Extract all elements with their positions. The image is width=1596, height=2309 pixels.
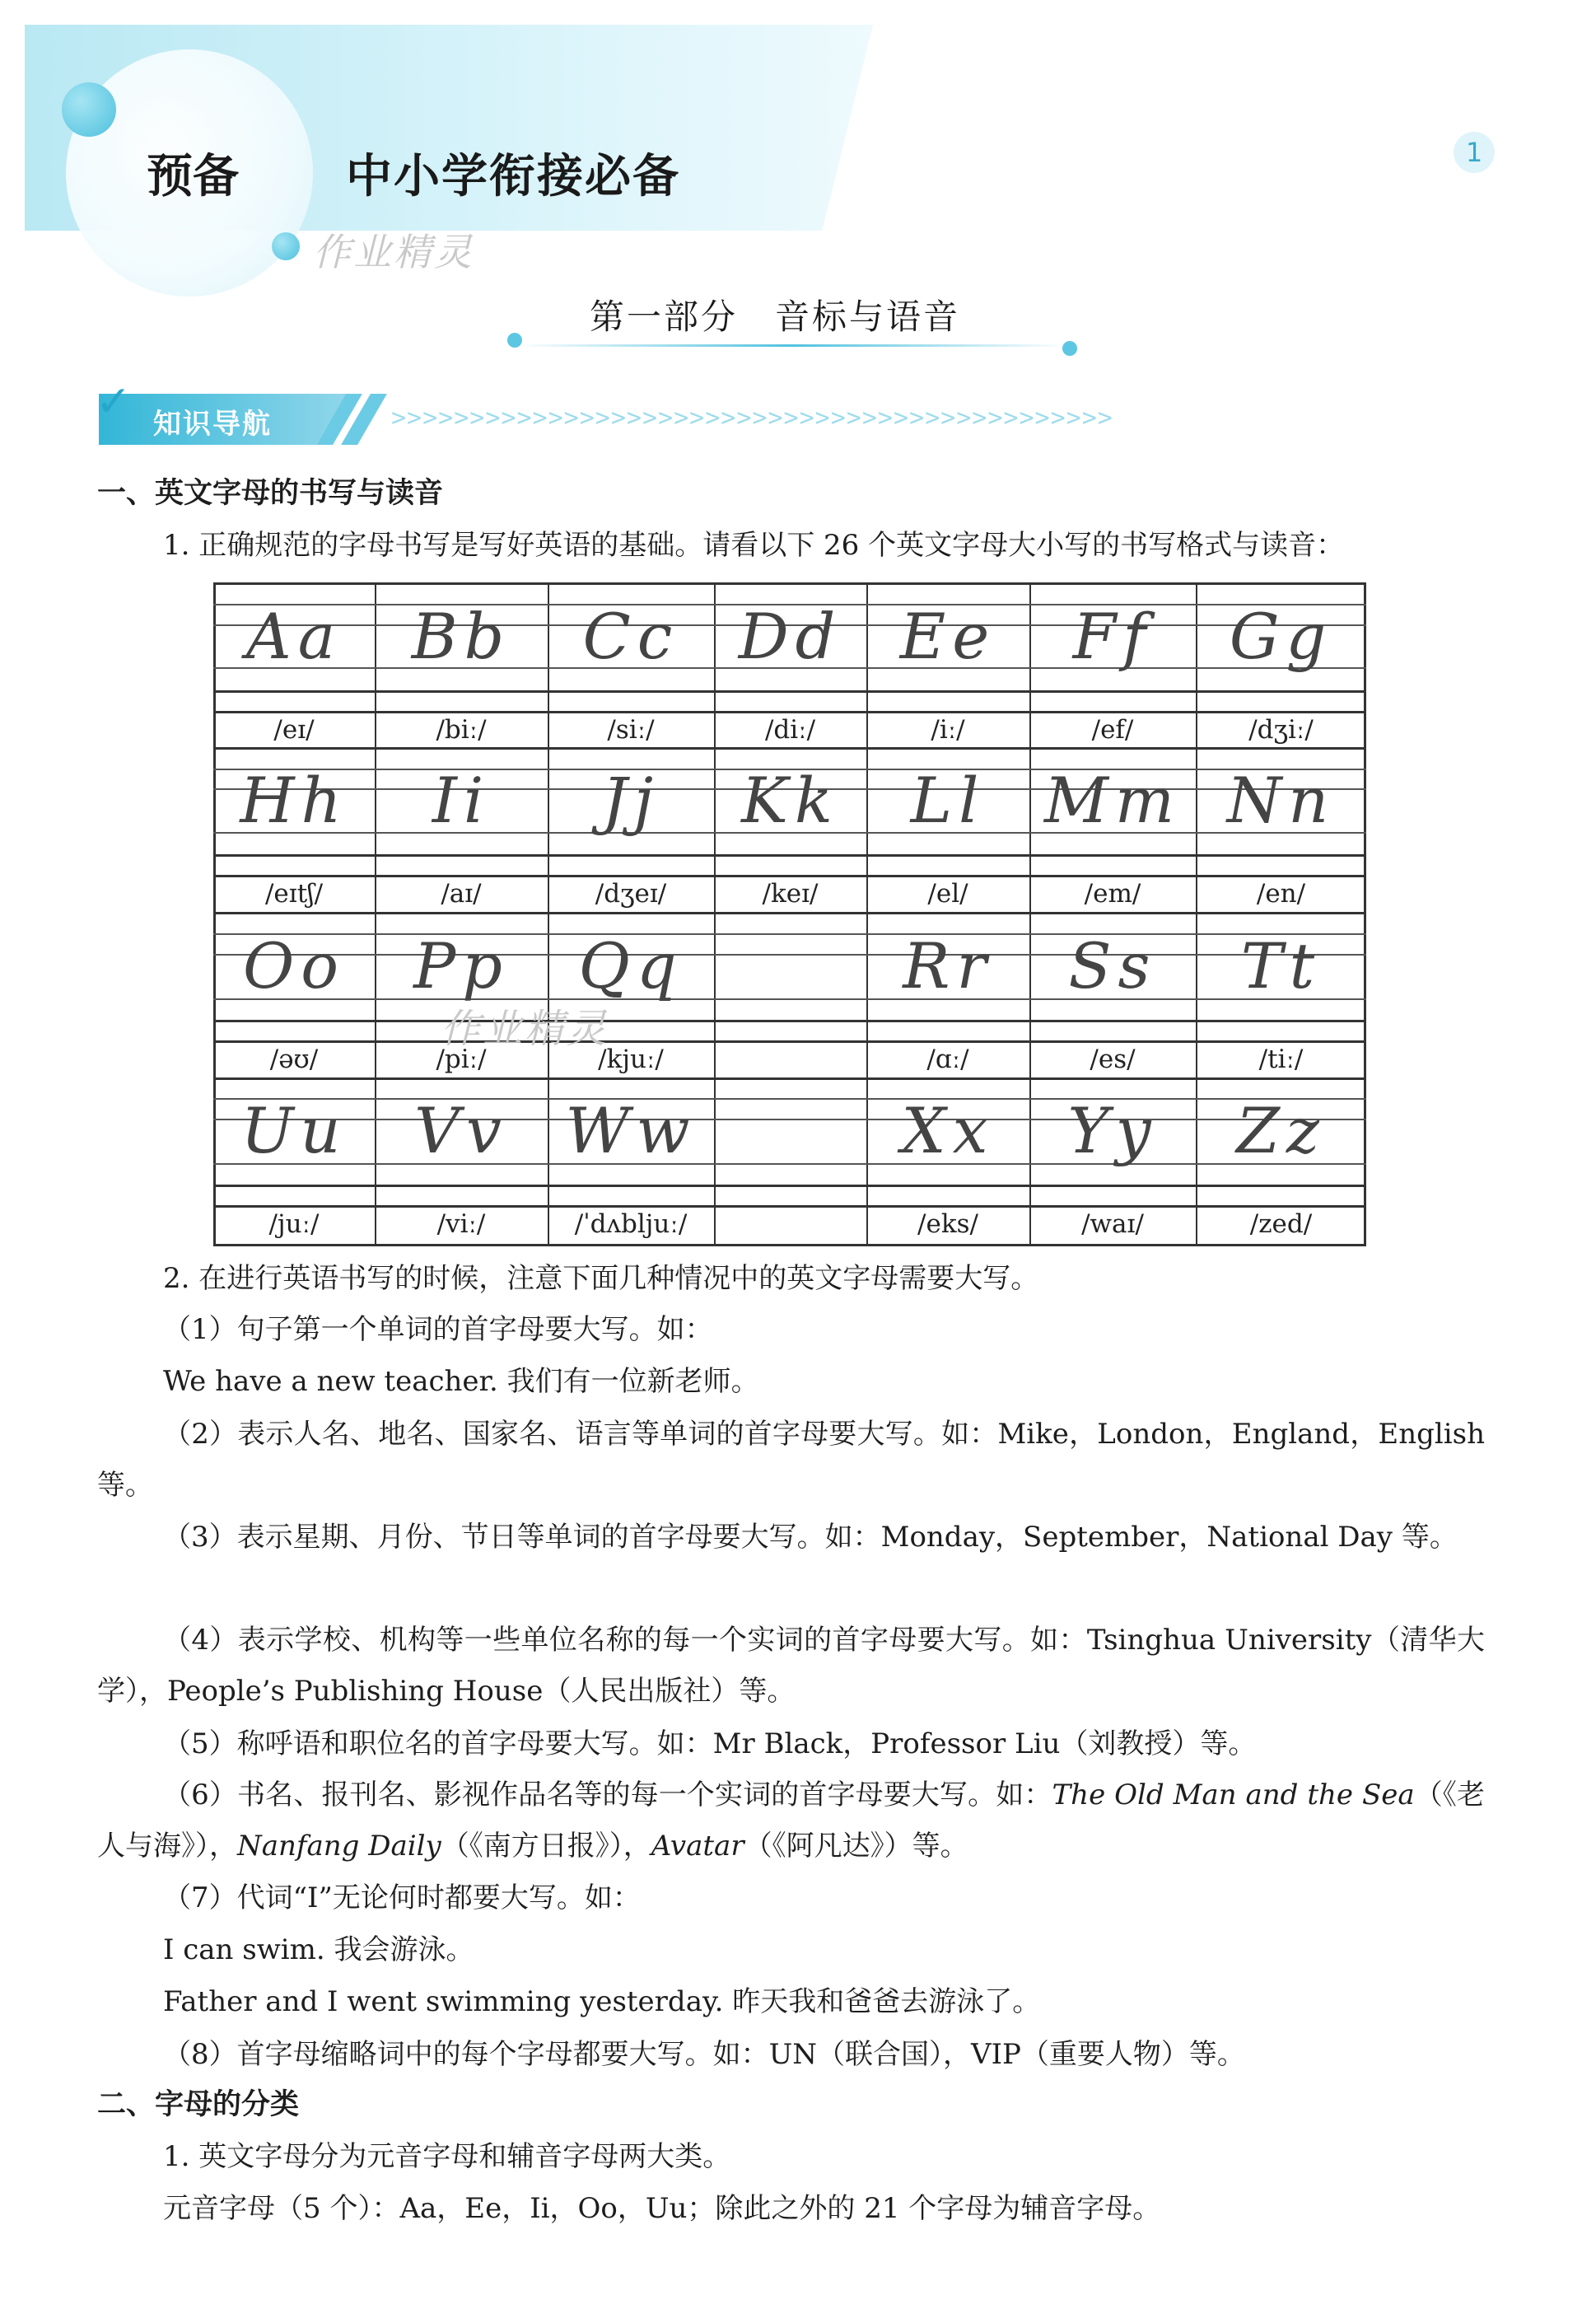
phonetic: /zed/ <box>1249 1209 1313 1239</box>
rule-1: （1）句子第一个单词的首字母要大写。如： <box>163 1313 713 1346</box>
phonetic: /el/ <box>927 879 968 909</box>
phonetic: /juː/ <box>268 1209 320 1239</box>
phonetic: /waɪ/ <box>1081 1209 1144 1239</box>
phonetic: /piː/ <box>436 1045 487 1074</box>
letter-pair: Yy <box>1067 1094 1158 1167</box>
phonetic: /dʒiː/ <box>1248 715 1314 745</box>
nav-arrows: >>>>>>>>>>>>>>>>>>>>>>>>>>>>>>>>>>>>>>>>>>>>>> <box>391 404 1113 432</box>
rule-8: （8）首字母缩略词中的每个字母都要大写。如：UN（联合国），VIP（重要人物）等。 <box>163 2038 1245 2071</box>
letter-pair: Mm <box>1044 764 1181 837</box>
phonetic: /eɪ/ <box>273 715 315 745</box>
letter-pair: Gg <box>1229 600 1333 673</box>
section2-paragraph: 1. 英文字母分为元音字母和辅音字母两大类。 <box>163 2140 731 2173</box>
phonetic: /aɪ/ <box>441 879 482 909</box>
phonetic: /biː/ <box>436 715 487 745</box>
letter-pair: Aa <box>245 600 343 673</box>
letter-pair: Ww <box>565 1094 697 1167</box>
phonetic: /eks/ <box>917 1209 978 1239</box>
letter-pair: Oo <box>242 929 346 1003</box>
rule-6: （6）书名、报刊名、影视作品名等的每一个实词的首字母要大写。如：The Old Man and the Sea（《老人与海》），Nanfang Daily（《南方日报》），Avatar（《阿凡达》）等。 <box>97 1778 1486 1863</box>
chapter-title: 中小学衔接必备 <box>346 150 680 203</box>
letter-pair: Uu <box>240 1094 348 1167</box>
phonetic: /ɑː/ <box>926 1045 969 1074</box>
book-title: The Old Man and the Sea <box>1052 1778 1415 1811</box>
phonetic: /diː/ <box>764 715 816 745</box>
nav-badge-label: 知识导航 <box>153 408 272 441</box>
letter-pair: Xx <box>901 1094 995 1167</box>
rule-1-example: We have a new teacher. 我们有一位新老师。 <box>163 1365 759 1398</box>
letter-pair: Tt <box>1240 929 1322 1003</box>
phonetic: /ˈdʌbljuː/ <box>574 1209 688 1239</box>
rule-2: （2）表示人名、地名、国家名、语言等单词的首字母要大写。如：Mike，London，England，English 等。 <box>97 1418 1485 1502</box>
letter-pair: Kk <box>741 764 839 837</box>
phonetic: /es/ <box>1090 1045 1136 1074</box>
letter-pair: Qq <box>578 929 684 1003</box>
decor-dot <box>507 333 522 348</box>
letter-pair: Dd <box>738 600 842 673</box>
decor-dot <box>62 82 116 137</box>
letter-pair: Bb <box>411 600 511 673</box>
watermark: 作业精灵 <box>441 1006 609 1052</box>
section-heading: 二、字母的分类 <box>97 2088 300 2121</box>
part-title: 第一部分 音标与语音 <box>590 297 961 337</box>
rule-7-example-2: Father and I went swimming yesterday. 昨天我和爸爸去游泳了。 <box>163 1985 1041 2018</box>
capitals-intro: 2. 在进行英语书写的时候，注意下面几种情况中的英文字母需要大写。 <box>163 1262 1039 1295</box>
decor-dot <box>1062 341 1077 356</box>
rule-4: （4）表示学校、机构等一些单位名称的每一个实词的首字母要大写。如：Tsinghua University（清华大学），People’s Publishing House（人民出版社）等。 <box>97 1624 1485 1708</box>
letter-pair: Rr <box>903 929 993 1003</box>
letter-pair: Nn <box>1226 764 1336 837</box>
watermark: 作业精灵 <box>313 230 474 274</box>
vowel-letters: 元音字母（5 个）：Aa，Ee，Ii，Oo，Uu；除此之外的 21 个字母为辅音字母。 <box>163 2192 1161 2225</box>
letter-pair: Pp <box>413 929 509 1003</box>
phonetic: /viː/ <box>436 1209 486 1239</box>
page-number: 1 <box>1454 132 1495 173</box>
newspaper-title: Nanfang Daily <box>237 1830 441 1863</box>
phonetic: /ef/ <box>1091 715 1134 745</box>
letter-pair: Ss <box>1068 929 1157 1003</box>
check-icon: ✓ <box>96 377 132 427</box>
table-divider <box>714 582 716 1246</box>
letter-pair: Ee <box>899 600 996 673</box>
letter-pair: Hh <box>240 764 348 837</box>
letter-pair: Ii <box>432 764 491 837</box>
intro-paragraph: 1. 正确规范的字母书写是写好英语的基础。请看以下 26 个英文字母大小写的书写格式与读音： <box>163 529 1345 562</box>
phonetic: /iː/ <box>931 715 965 745</box>
phonetic: /kjuː/ <box>598 1045 664 1074</box>
chapter-label: 预备 <box>147 150 239 203</box>
phonetic: /em/ <box>1084 879 1141 909</box>
decor-dot <box>272 232 300 260</box>
rule-3: （3）表示星期、月份、节日等单词的首字母要大写。如：Monday，September，National Day 等。 <box>163 1521 1458 1554</box>
phonetic: /keɪ/ <box>762 879 819 909</box>
letter-pair: Ff <box>1072 600 1153 673</box>
letter-pair: Zz <box>1236 1094 1326 1167</box>
rule-7: （7）代词“I”无论何时都要大写。如： <box>163 1881 641 1914</box>
phonetic: /tiː/ <box>1258 1045 1304 1074</box>
letter-pair: Jj <box>601 764 660 837</box>
section-heading: 一、英文字母的书写与读音 <box>97 477 444 510</box>
phonetic: /siː/ <box>607 715 655 745</box>
phonetic: /eɪtʃ/ <box>264 879 324 909</box>
rule-5: （5）称呼语和职位名的首字母要大写。如：Mr Black，Professor Liu（刘教授）等。 <box>163 1727 1257 1760</box>
letter-pair: Vv <box>414 1094 508 1167</box>
phonetic: /dʒeɪ/ <box>595 879 667 909</box>
rule-7-example-1: I can swim. 我会游泳。 <box>163 1933 474 1966</box>
film-title: Avatar <box>651 1830 744 1863</box>
letter-pair: Ll <box>910 764 986 837</box>
phonetic: /əʊ/ <box>269 1045 319 1074</box>
phonetic: /en/ <box>1256 879 1306 909</box>
letter-pair: Cc <box>582 600 679 673</box>
divider <box>514 344 1069 347</box>
